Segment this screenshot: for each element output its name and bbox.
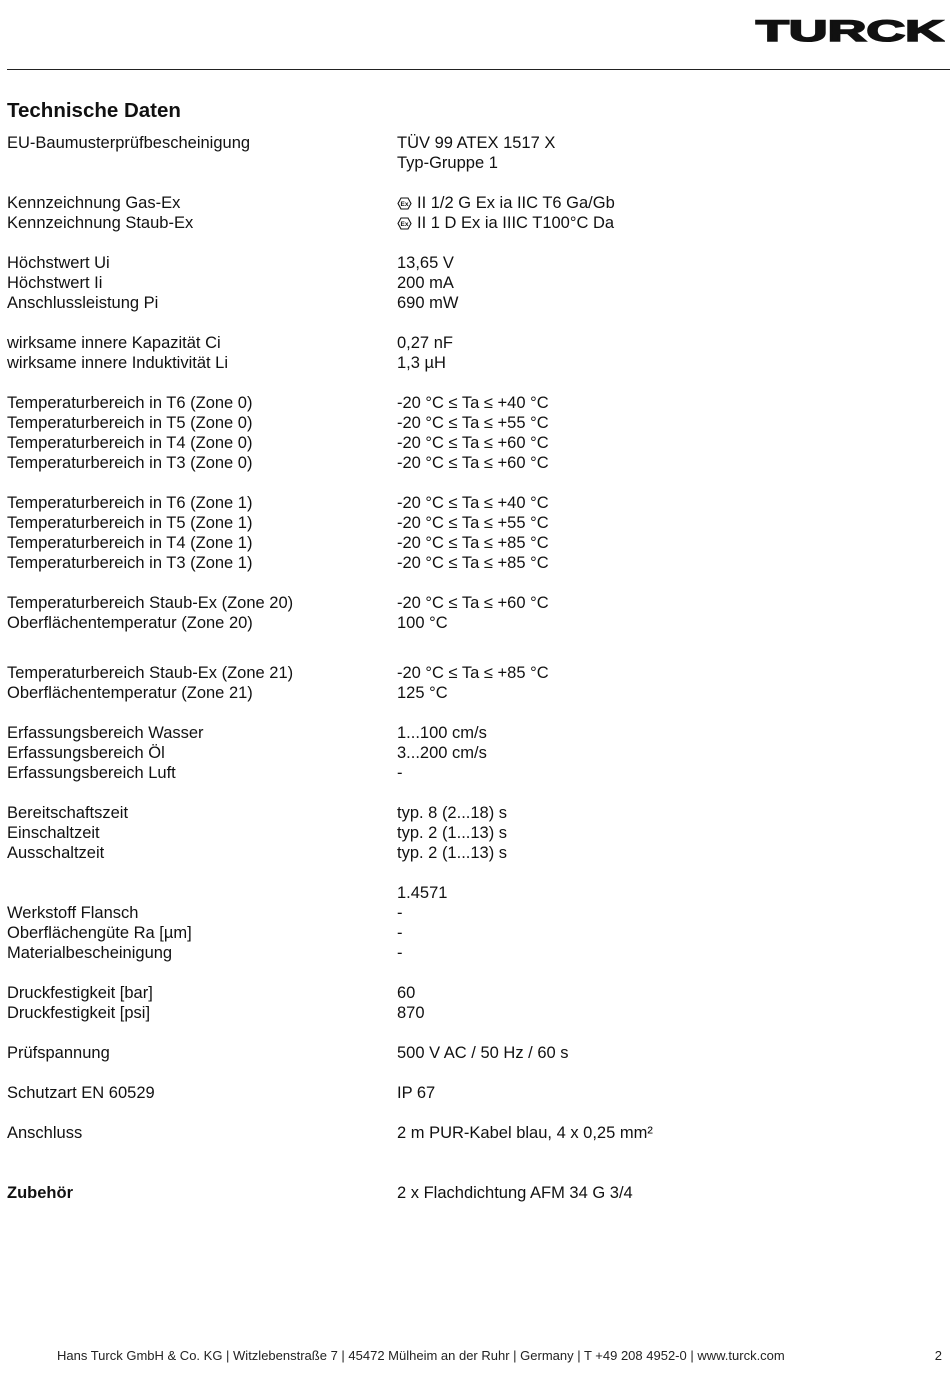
svg-text:Ex: Ex [400,221,409,228]
spec-row [7,903,907,923]
spec-value-text: 500 V AC / 50 Hz / 60 s [397,1044,569,1062]
spec-row [7,663,907,683]
spec-row [7,923,907,943]
spec-row [7,493,907,513]
spec-value [397,613,448,633]
spec-row [7,683,907,703]
spec-label: Höchstwert Ui [7,254,110,272]
spec-value [397,903,403,923]
spec-value [397,1083,435,1103]
spec-value-text: IP 67 [397,1084,436,1102]
spec-value [397,333,453,353]
spec-value-text: 60 [397,984,416,1002]
spec-row [7,803,907,823]
spec-label: Materialbescheinigung [7,944,173,962]
spec-value [397,1123,653,1143]
spec-value [397,513,549,533]
spec-value [397,1043,569,1063]
spec-label: Temperaturbereich in T6 (Zone 1) [7,494,253,512]
spec-value-text: -20 °C ≤ Ta ≤ +85 °C [397,534,549,552]
spec-value [397,273,454,293]
spec-value [397,883,447,903]
spec-value-text: 13,65 V [397,254,454,272]
spec-row [7,153,907,173]
spec-row [7,433,907,453]
spec-value [397,453,549,473]
spec-row [7,453,907,473]
spec-row [7,763,907,783]
spec-value [397,663,549,683]
spec-row [7,1183,907,1203]
spec-value-text: -20 °C ≤ Ta ≤ +55 °C [397,414,549,432]
spec-value-text: 2 m PUR-Kabel blau, 4 x 0,25 mm² [397,1124,653,1142]
spec-value-text: 870 [397,1004,425,1022]
header-divider [7,69,950,70]
spec-value-text: - [397,764,403,782]
spec-value-text: - [397,924,403,942]
spec-row [7,723,907,743]
spec-label: Temperaturbereich Staub-Ex (Zone 21) [7,664,294,682]
spec-row [7,1083,907,1103]
spec-row [7,613,907,633]
spec-label: Werkstoff Flansch [7,904,139,922]
spec-row [7,193,907,213]
spec-value-text: II 1/2 G Ex ia IIC T6 Ga/Gb [417,194,615,212]
spec-label: wirksame innere Induktivität Li [7,354,229,372]
spec-row [7,533,907,553]
spec-value-text: -20 °C ≤ Ta ≤ +40 °C [397,494,549,512]
spec-value-text: typ. 2 (1...13) s [397,844,508,862]
spec-row [7,883,907,903]
spec-value-text: 690 mW [397,294,459,312]
spec-value-text: -20 °C ≤ Ta ≤ +40 °C [397,394,549,412]
spec-label: Temperaturbereich in T5 (Zone 0) [7,414,253,432]
spec-row [7,213,907,233]
spec-value [397,213,614,233]
spec-label: EU-Baumusterprüfbescheinigung [7,134,251,152]
spec-value-text: -20 °C ≤ Ta ≤ +60 °C [397,594,549,612]
spec-value-text: typ. 2 (1...13) s [397,824,508,842]
ex-hexagon-icon [397,217,412,230]
spec-label: Bereitschaftszeit [7,804,129,822]
spec-value-text: -20 °C ≤ Ta ≤ +60 °C [397,454,549,472]
spec-row [7,983,907,1003]
spec-row [7,1123,907,1143]
spec-row [7,513,907,533]
ex-hexagon-icon [397,197,412,210]
spec-label: Ausschaltzeit [7,844,105,862]
spec-value-text: 200 mA [397,274,454,292]
spec-value [397,1003,425,1023]
spec-row [7,353,907,373]
spec-value [397,493,549,513]
spec-label: Höchstwert Ii [7,274,103,292]
spec-value-text: Typ-Gruppe 1 [397,154,498,172]
spec-label: Kennzeichnung Staub-Ex [7,214,194,232]
spec-value-text: - [397,904,403,922]
spec-value [397,823,507,843]
page-title: Technische Daten [7,99,181,122]
spec-value [397,193,615,213]
spec-label: Erfassungsbereich Öl [7,744,165,762]
spec-value [397,433,549,453]
spec-value-text: 1...100 cm/s [397,724,487,742]
spec-label: Einschaltzeit [7,824,100,842]
spec-value [397,293,458,313]
spec-value [397,593,549,613]
spec-label: Temperaturbereich in T5 (Zone 1) [7,514,253,532]
spec-value [397,743,487,763]
spec-row [7,333,907,353]
spec-value-text: -20 °C ≤ Ta ≤ +55 °C [397,514,549,532]
spec-value [397,533,549,553]
spec-row [7,843,907,863]
spec-value [397,763,403,783]
spec-row [7,273,907,293]
spec-value-text: 125 °C [397,684,448,702]
spec-value-text: typ. 8 (2...18) s [397,804,508,822]
spec-label: Temperaturbereich Staub-Ex (Zone 20) [7,594,294,612]
footer-address: Hans Turck GmbH & Co. KG | Witzlebenstraße 7 | 45472 Mülheim an der Ruhr | Germany | T +49 208 4952-0 | www.turck.com [57,1348,785,1363]
spec-value-text: -20 °C ≤ Ta ≤ +85 °C [397,554,549,572]
spec-value [397,723,487,743]
spec-label: Erfassungsbereich Wasser [7,724,204,742]
spec-value [397,803,507,823]
spec-value [397,553,549,573]
spec-table [7,133,907,1203]
spec-value-text: TÜV 99 ATEX 1517 X [397,134,556,152]
spec-value-text: 1,3 µH [397,354,446,372]
spec-label: Schutzart EN 60529 [7,1084,155,1102]
spec-value [397,153,498,173]
spec-value [397,133,555,153]
spec-label: Oberflächentemperatur (Zone 21) [7,684,253,702]
spec-row [7,293,907,313]
spec-row [7,133,907,153]
spec-value-text: -20 °C ≤ Ta ≤ +85 °C [397,664,549,682]
spec-value-text: - [397,944,403,962]
spec-label: Temperaturbereich in T3 (Zone 1) [7,554,253,572]
spec-value [397,353,446,373]
spec-value [397,1183,633,1203]
spec-row [7,743,907,763]
spec-row [7,1043,907,1063]
spec-label: Druckfestigkeit [bar] [7,984,153,1002]
spec-value-text: 100 °C [397,614,448,632]
spec-row [7,823,907,843]
turck-logo-mark [755,18,945,44]
spec-label: Temperaturbereich in T4 (Zone 1) [7,534,253,552]
spec-value [397,943,403,963]
spec-value-text: 2 x Flachdichtung AFM 34 G 3/4 [397,1184,633,1202]
spec-row [7,593,907,613]
spec-label: Anschluss [7,1124,83,1142]
spec-row [7,1003,907,1023]
spec-value-text: 1.4571 [397,884,448,902]
spec-value-text: 0,27 nF [397,334,453,352]
spec-row [7,553,907,573]
spec-label: Anschlussleistung Pi [7,294,159,312]
spec-label: Kennzeichnung Gas-Ex [7,194,181,212]
spec-value [397,923,403,943]
spec-label: Oberflächengüte Ra [µm] [7,924,192,942]
spec-row [7,943,907,963]
spec-label: Temperaturbereich in T4 (Zone 0) [7,434,253,452]
spec-value-text: 3...200 cm/s [397,744,487,762]
spec-value [397,683,448,703]
spec-value [397,983,415,1003]
spec-label: Erfassungsbereich Luft [7,764,176,782]
turck-logo [755,18,945,44]
spec-row [7,253,907,273]
spec-value [397,843,507,863]
page-number: 2 [934,1348,942,1363]
spec-label: Oberflächentemperatur (Zone 20) [7,614,253,632]
spec-label: wirksame innere Kapazität Ci [7,334,221,352]
spec-value [397,413,549,433]
spec-row [7,393,907,413]
spec-value [397,393,549,413]
spec-label: Druckfestigkeit [psi] [7,1004,151,1022]
spec-value-text: -20 °C ≤ Ta ≤ +60 °C [397,434,549,452]
spec-row [7,413,907,433]
svg-text:TURCK: TURCK [756,18,945,44]
svg-text:Ex: Ex [400,201,409,208]
spec-value [397,253,454,273]
spec-label: Temperaturbereich in T6 (Zone 0) [7,394,253,412]
spec-label: Zubehör [7,1184,73,1202]
spec-label: Temperaturbereich in T3 (Zone 0) [7,454,253,472]
spec-value-text: II 1 D Ex ia IIIC T100°C Da [417,214,615,232]
spec-label: Prüfspannung [7,1044,110,1062]
